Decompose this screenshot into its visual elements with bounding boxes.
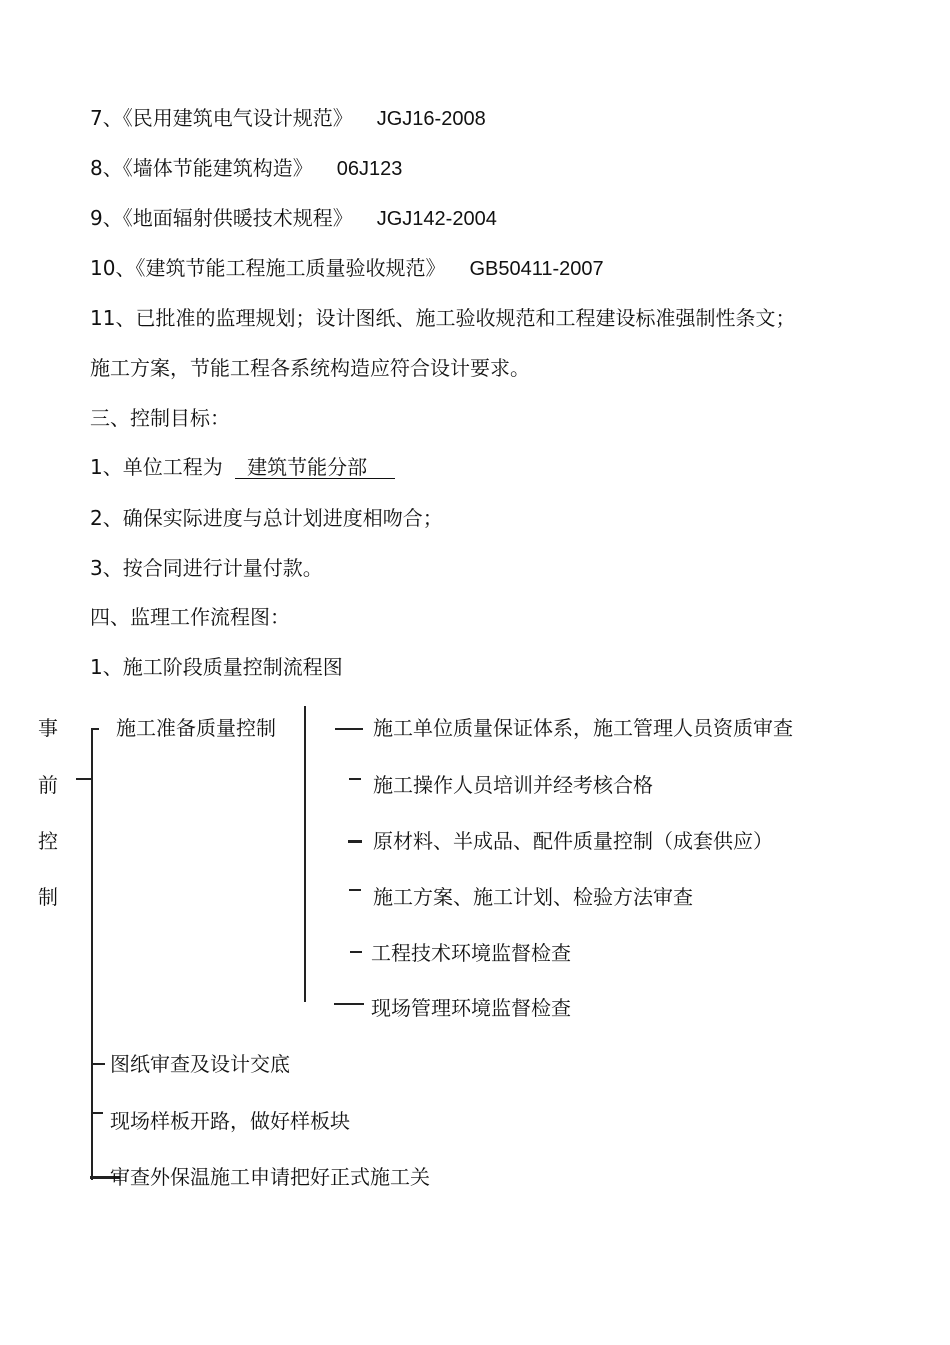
stage-char: 前 <box>38 773 58 797</box>
prep-item: 施工方案、施工计划、检验方法审查 <box>373 885 693 909</box>
reference-code: GB50411-2007 <box>469 258 604 280</box>
reference-title: 《民用建筑电气设计规范》 <box>122 106 353 130</box>
goal-3: 3、按合同进行计量付款。 <box>90 556 323 580</box>
flow-branch-item: 图纸审查及设计交底 <box>110 1052 290 1076</box>
prep-item: 原材料、半成品、配件质量控制（成套供应） <box>373 829 773 853</box>
branch-tick <box>350 951 362 953</box>
prep-item: 施工操作人员培训并经考核合格 <box>373 773 653 797</box>
reference-code: JGJ142-2004 <box>376 208 497 230</box>
subheading-quality-flowchart: 1、施工阶段质量控制流程图 <box>90 655 343 679</box>
item-11-line-2: 施工方案，节能工程各系统构造应符合设计要求。 <box>90 356 530 380</box>
reference-code: 06J123 <box>336 158 403 180</box>
stage-char: 控 <box>38 829 58 853</box>
branch-tick <box>91 1063 105 1065</box>
reference-title: 7、 <box>90 106 123 130</box>
goal-1 <box>90 455 395 479</box>
prep-item: 现场管理环境监督检查 <box>371 996 571 1020</box>
goal-1-value: 建筑节能分部 <box>235 456 395 479</box>
branch-tick <box>335 728 363 730</box>
flow-branch-item: 现场样板开路，做好样板块 <box>110 1109 350 1133</box>
reference-title: 9、 <box>90 206 123 230</box>
branch-tick <box>334 1003 364 1005</box>
reference-title: 《地面辐射供暖技术规程》 <box>122 206 353 230</box>
stage-char: 制 <box>38 885 58 909</box>
item-11-line-1: 11、已批准的监理规划；设计图纸、施工验收规范和工程建设标准强制性条文； <box>90 306 796 330</box>
reference-title: 《墙体节能建筑构造》 <box>122 156 313 180</box>
flow-branch-item: 审查外保温施工申请把好正式施工关 <box>110 1165 430 1189</box>
prep-quality-control-node: 施工准备质量控制 <box>116 716 276 740</box>
reference-item <box>90 156 402 181</box>
reference-item <box>90 106 486 131</box>
reference-item <box>90 256 604 281</box>
stage-connector-line <box>76 778 92 780</box>
reference-title: 《建筑节能工程施工质量验收规范》 <box>135 256 446 280</box>
section-heading-control-goals: 三、控制目标： <box>90 406 230 430</box>
reference-title: 10、 <box>90 256 136 280</box>
reference-code: JGJ16-2008 <box>376 108 486 130</box>
goal-1-label: 1、单位工程为 <box>90 455 223 479</box>
prep-vertical-line <box>304 706 306 1002</box>
goal-2: 2、确保实际进度与总计划进度相吻合； <box>90 506 443 530</box>
stage-char: 事 <box>38 716 58 740</box>
reference-item <box>90 206 497 231</box>
prep-item: 施工单位质量保证体系，施工管理人员资质审查 <box>373 716 793 740</box>
prep-item: 工程技术环境监督检查 <box>371 941 571 965</box>
section-heading-workflow: 四、监理工作流程图： <box>90 605 290 629</box>
branch-tick <box>348 840 362 843</box>
branch-tick <box>349 889 361 891</box>
branch-tick <box>91 1112 103 1114</box>
reference-title: 8、 <box>90 156 123 180</box>
branch-tick <box>349 778 361 780</box>
branch-tick-prep <box>91 728 99 730</box>
